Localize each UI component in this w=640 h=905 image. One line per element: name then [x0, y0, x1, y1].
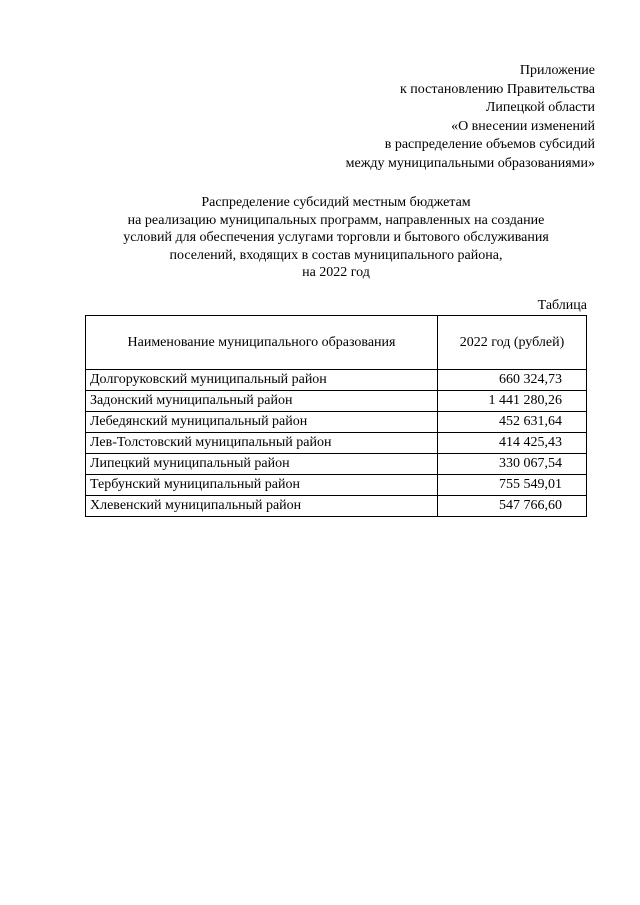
- row-name: Хлевенский муниципальный район: [86, 496, 438, 517]
- row-name: Задонский муниципальный район: [86, 391, 438, 412]
- subsidy-table: [85, 315, 587, 517]
- appendix-header: [346, 62, 595, 174]
- row-name: Тербунский муниципальный район: [86, 475, 438, 496]
- title-line: на реализацию муниципальных программ, направленных на создание: [127, 212, 545, 228]
- row-amount: 452 631,64: [438, 412, 587, 433]
- row-amount: 660 324,73: [438, 370, 587, 391]
- table-header-row: [86, 316, 587, 370]
- appendix-line: между муниципальными образованиями»: [345, 155, 595, 171]
- row-amount: 330 067,54: [438, 454, 587, 475]
- title-line: условий для обеспечения услугами торговли и бытового обслуживания: [123, 230, 549, 246]
- table-row: [86, 496, 587, 517]
- appendix-line: Липецкой области: [485, 100, 595, 116]
- row-name: Лебедянский муниципальный район: [86, 412, 438, 433]
- table-row: [86, 433, 587, 454]
- row-name: Лев-Толстовский муниципальный район: [86, 433, 438, 454]
- row-amount: 755 549,01: [438, 475, 587, 496]
- table-row: [86, 412, 587, 433]
- table-caption: Таблица: [537, 298, 587, 313]
- table-row: [86, 391, 587, 412]
- table-row: [86, 370, 587, 391]
- row-name: Долгоруковский муниципальный район: [86, 370, 438, 391]
- appendix-line: «О внесении изменений: [451, 118, 595, 134]
- row-amount: 547 766,60: [438, 496, 587, 517]
- header-amount: 2022 год (рублей): [438, 316, 587, 370]
- appendix-line: в распределение объемов субсидий: [384, 137, 595, 153]
- header-name: Наименование муниципального образования: [86, 316, 438, 370]
- appendix-line: Приложение: [519, 63, 595, 78]
- row-name: Липецкий муниципальный район: [86, 454, 438, 475]
- row-amount: 1 441 280,26: [438, 391, 587, 412]
- title-line: на 2022 год: [302, 265, 370, 281]
- title-line: Распределение субсидий местным бюджетам: [201, 195, 471, 210]
- row-amount: 414 425,43: [438, 433, 587, 454]
- title-line: поселений, входящих в состав муниципального района,: [169, 247, 503, 263]
- table-row: [86, 454, 587, 475]
- table-row: [86, 475, 587, 496]
- appendix-line: к постановлению Правительства: [399, 81, 595, 97]
- document-title: [85, 194, 587, 282]
